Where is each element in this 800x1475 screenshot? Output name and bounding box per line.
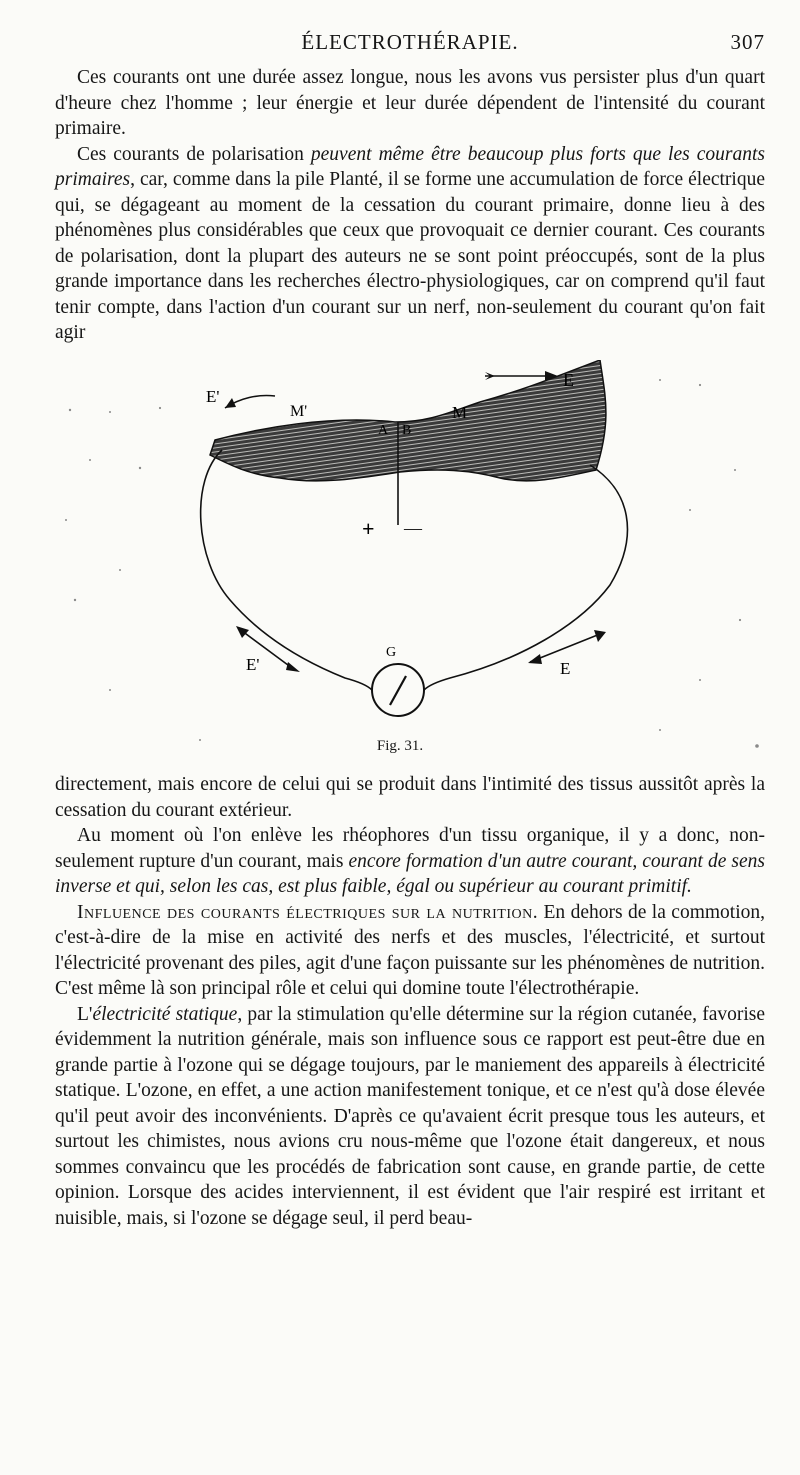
label-b: B xyxy=(402,423,412,438)
running-header xyxy=(55,30,765,58)
text-segment: Ces courants de polarisation xyxy=(77,143,311,165)
label-plus: + xyxy=(362,516,375,541)
text-segment: , car, comme dans la pile Planté, il se forme une accumulation de force électrique qui, se dégageant au moment de la cessation du courant primaire, donne lieu à des phénomènes plus considérables que ceux que provoquait ce dernier courant. Ces courants de polarisation, dont la plupart des auteurs ne se sont point préoccupés, sont de la plus grande importance dans les recherches électro-physiologiques, car on comprend qu'il faut tenir compte, dans l'action d'un courant sur un nerf, non-seulement du courant qu'on fait agir xyxy=(55,169,765,343)
figure-31 xyxy=(0,360,800,770)
label-e-prime-top: E' xyxy=(206,387,220,406)
arrow-e-prime-top xyxy=(225,396,275,409)
muscle-galvanometer-diagram xyxy=(0,360,800,760)
arrow-e-top xyxy=(485,371,558,381)
text-block-bottom xyxy=(55,772,765,1231)
page-number: 307 xyxy=(730,30,765,54)
text-block-top xyxy=(55,65,765,346)
paragraph xyxy=(55,1002,765,1232)
italic-text: électricité statique xyxy=(92,1003,238,1025)
figure-caption: Fig. 31. xyxy=(376,738,424,754)
label-e-prime-bottom: E' xyxy=(246,655,260,674)
text-segment: Ces courants ont une durée assez longue, nous les avons vus persister plus d'un quart d'heure chez l'homme ; leur énergie et leur durée dépendent de l'intensité du courant primaire. xyxy=(55,67,765,139)
paragraph xyxy=(55,823,765,900)
paragraph xyxy=(55,142,765,346)
text-segment: En dehors de la commotion, c'est-à-dire de la mise en activité des nerfs et des muscles, l'électricité, et surtout l'électricité provenant des piles, agit d'une façon puissante sur les phénomènes de nutrition. C'est même là son principal rôle et celui qui domine toute l'électrothérapie. xyxy=(55,901,766,999)
running-title: ÉLECTROTHÉRAPIE. xyxy=(301,30,519,54)
label-g: G xyxy=(386,645,397,660)
section-heading: Influence des courants électriques sur la nutrition. xyxy=(77,901,539,923)
circuit-wire-right xyxy=(424,465,627,690)
text-segment: , par la stimulation qu'elle détermine sur la région cutanée, favorise évidemment la nutrition générale, mais son influence sous ce rapport est peut-être due en grande partie à l'ozone qui se dégage toujours, par le maniement des appareils à électricité statique. L'ozone, en effet, a une action manifestement tonique, et ce n'est qu'à dose élevée qu'il peut avoir des inconvénients. D'après ce qu'avaient écrit presque tous les auteurs, et surtout les chimistes, nous avions cru nous-même que l'ozone était dangereux, et nous sommes convaincu que les procédés de fabrication sont cause, en grande partie, de cette opinion. Lorsque des acides interviennent, il est évident que l'air respiré est irritant et nuisible, mais, si l'ozone se dégage seul, il perd beau- xyxy=(55,1003,766,1229)
label-e-top: E xyxy=(563,370,574,390)
text-segment: directement, mais encore de celui qui se produit dans l'intimité des tissus aussitôt après la cessation du courant extérieur. xyxy=(55,774,765,821)
label-minus: — xyxy=(404,518,422,538)
label-m-prime: M' xyxy=(290,403,308,420)
italic-text: encore formation d'un autre courant, courant de sens inverse et qui, selon les cas, est plus faible, égal ou supérieur au courant primitif. xyxy=(55,850,765,897)
circuit-wire xyxy=(201,450,372,690)
text-segment: L' xyxy=(77,1003,93,1025)
text-segment: Au moment où l'on enlève les rhéophores d'un tissu organique, il y a donc, non-seulement rupture d'un courant, mais xyxy=(55,825,765,872)
label-a: A xyxy=(378,423,389,438)
label-e-bottom: E xyxy=(560,659,571,678)
paragraph xyxy=(55,772,765,823)
italic-text: peuvent même être beaucoup plus forts que les courants primaires xyxy=(55,143,765,190)
paragraph xyxy=(55,900,765,1002)
label-m: M xyxy=(452,403,468,422)
paragraph xyxy=(55,65,765,142)
